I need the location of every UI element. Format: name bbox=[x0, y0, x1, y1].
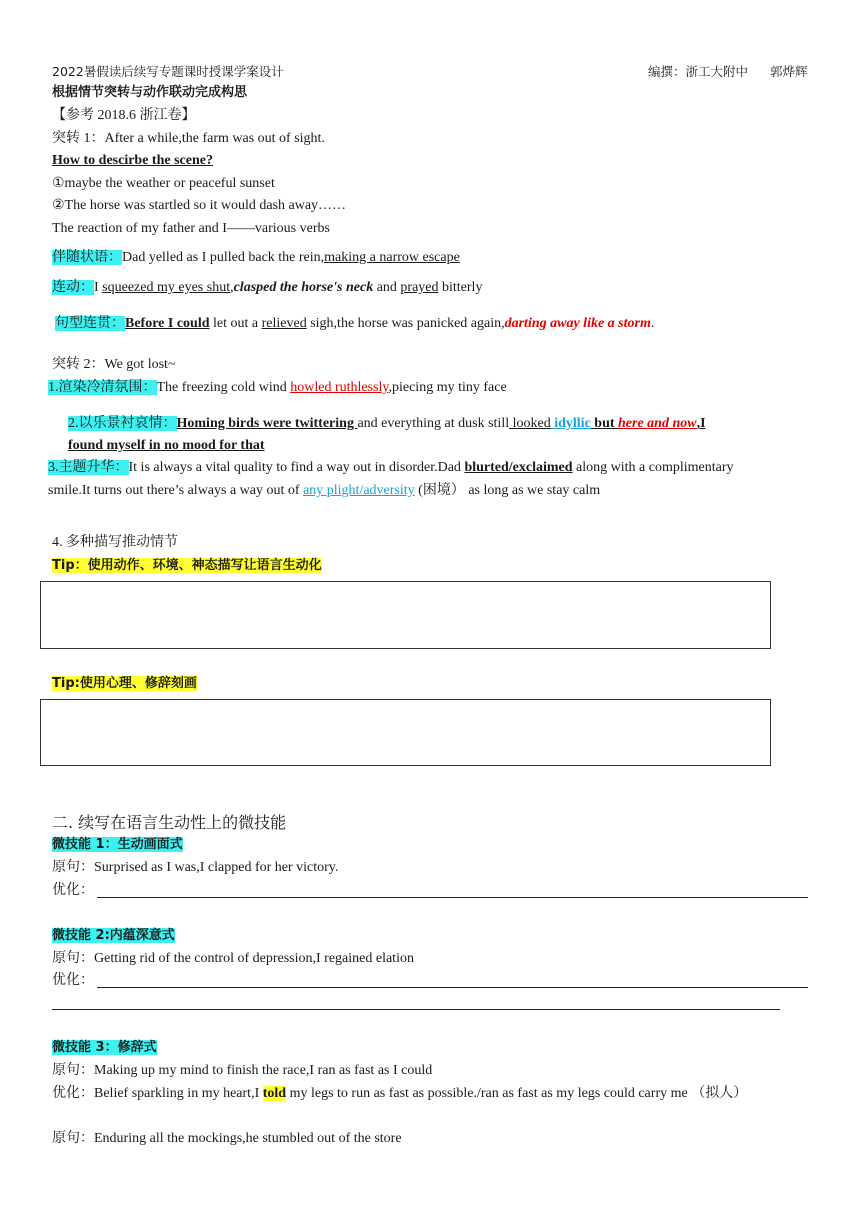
line-b: ②The horse was startled so it would dash away…… bbox=[52, 198, 347, 213]
coherence-b1: Before I could bbox=[125, 316, 210, 331]
item-3-label: 3.主题升华： bbox=[48, 460, 129, 475]
skill-1-original bbox=[52, 859, 338, 877]
section-2-heading: 二. 续写在语言生动性上的微技能 bbox=[52, 813, 287, 832]
answer-box-1[interactable] bbox=[40, 581, 771, 649]
header-author: 郭烨辉 bbox=[770, 64, 808, 79]
skill-1-optimize-label: 优化： bbox=[52, 883, 94, 898]
chain-u2: prayed bbox=[400, 280, 439, 295]
twist-1-text: After a while,the farm was out of sight. bbox=[104, 131, 325, 146]
coherence-label: 句型连贯： bbox=[55, 316, 125, 331]
accompanying-line bbox=[52, 249, 460, 267]
tip-2 bbox=[52, 675, 197, 693]
last-original bbox=[52, 1130, 402, 1148]
item-3-line2 bbox=[48, 482, 600, 500]
item-1-label: 1.渲染冷清氛围： bbox=[48, 380, 157, 395]
twist-1-label: 突转 1： bbox=[52, 131, 105, 146]
twist-2-text: We got lost~ bbox=[104, 357, 176, 372]
item-2-t1b: looked bbox=[509, 416, 551, 431]
skill-3-opt-highlight: told bbox=[262, 1086, 287, 1101]
skill-3-orig-label: 原句： bbox=[52, 1063, 94, 1078]
chain-line bbox=[52, 279, 482, 297]
coherence-line bbox=[55, 315, 654, 333]
skill-1-answer-line[interactable] bbox=[97, 897, 808, 898]
item-2-label: 2.以乐景衬哀情： bbox=[68, 416, 177, 431]
coherence-u1: relieved bbox=[261, 316, 307, 331]
skill-3-opt2: my legs to run as fast as possible./ran as fast as my legs could carry me （拟人） bbox=[286, 1086, 748, 1101]
skill-2-optimize-label: 优化： bbox=[52, 973, 94, 988]
item-2-b2: but bbox=[590, 416, 619, 431]
item-3 bbox=[48, 459, 734, 477]
item-2-red1: here and now bbox=[618, 416, 697, 431]
skill-3-label-text: 微技能 3：修辞式 bbox=[52, 1040, 157, 1055]
reference: 【参考 2018.6 浙江卷】 bbox=[52, 108, 196, 123]
last-orig-label: 原句： bbox=[52, 1131, 94, 1146]
item-1 bbox=[48, 379, 507, 397]
coherence-red1: darting away like a storm bbox=[504, 316, 651, 331]
accompanying-text: Dad yelled as I pulled back the rein, bbox=[122, 250, 325, 265]
skill-3-label bbox=[52, 1039, 157, 1057]
skill-1-orig-text: Surprised as I was,I clapped for her victory. bbox=[94, 860, 339, 875]
skill-1-label bbox=[52, 836, 183, 854]
skill-3-opt-label: 优化： bbox=[52, 1086, 94, 1101]
item-3-line2b: (困境） as long as we stay calm bbox=[414, 483, 601, 498]
chain-t4: bitterly bbox=[438, 280, 483, 295]
chain-u1: squeezed my eyes shut bbox=[102, 280, 231, 295]
item-2-b1: Homing birds were twittering bbox=[176, 416, 358, 431]
line-a: ①maybe the weather or peaceful sunset bbox=[52, 176, 275, 191]
item-3-line2a: smile.It turns out there’s always a way out of bbox=[48, 483, 304, 498]
item-2-line2: found myself in no mood for that bbox=[68, 438, 265, 453]
chain-label: 连动： bbox=[52, 280, 94, 295]
item-2-blue1: idyllic bbox=[550, 416, 591, 431]
item-3-blue1: any plight/adversity bbox=[303, 483, 415, 498]
twist-2 bbox=[52, 356, 176, 374]
item-2-b3: ,I bbox=[696, 416, 706, 431]
chain-t3: and bbox=[373, 280, 401, 295]
item-2-t1: and everything at dusk still bbox=[357, 416, 510, 431]
accompanying-underlined: making a narrow escape bbox=[324, 250, 460, 265]
skill-3-optimized bbox=[52, 1085, 747, 1103]
item-3-b1: blurted/exclaimed bbox=[464, 460, 573, 475]
last-orig-text: Enduring all the mockings,he stumbled out of the store bbox=[94, 1131, 402, 1146]
accompanying-label: 伴随状语： bbox=[52, 250, 122, 265]
describe-heading: How to descirbe the scene? bbox=[52, 153, 213, 168]
skill-3-orig-text: Making up my mind to finish the race,I ran as fast as I could bbox=[94, 1063, 433, 1078]
skill-2-label bbox=[52, 927, 175, 945]
item-4: 4. 多种描写推动情节 bbox=[52, 535, 178, 550]
coherence-t3: . bbox=[650, 316, 655, 331]
header-right bbox=[648, 63, 808, 81]
tip-1-text: Tip：使用动作、环境、神态描写让语言生动化 bbox=[52, 558, 322, 573]
header-org: 编撰：浙工大附中 bbox=[648, 64, 749, 79]
skill-2-answer-line[interactable] bbox=[97, 987, 808, 988]
tip-2-text: Tip:使用心理、修辞刻画 bbox=[52, 676, 197, 691]
skill-2-orig-label: 原句： bbox=[52, 951, 94, 966]
line-c: The reaction of my father and I——various verbs bbox=[52, 221, 330, 236]
chain-t2: , bbox=[230, 280, 234, 295]
page-title: 根据情节突转与动作联动完成构思 bbox=[52, 85, 248, 100]
item-1-t1: The freezing cold wind bbox=[156, 380, 291, 395]
item-1-red1: howled ruthlessly bbox=[290, 380, 389, 395]
tip-1 bbox=[52, 557, 322, 575]
item-3-t1: It is always a vital quality to find a way out in disorder.Dad bbox=[128, 460, 465, 475]
skill-2-original bbox=[52, 950, 414, 968]
twist-2-label: 突转 2： bbox=[52, 357, 105, 372]
answer-box-2[interactable] bbox=[40, 699, 771, 766]
coherence-t1: let out a bbox=[209, 316, 262, 331]
skill-2-answer-line-2[interactable] bbox=[52, 1009, 780, 1010]
item-3-t2: along with a complimentary bbox=[572, 460, 734, 475]
chain-t1: I bbox=[94, 280, 103, 295]
skill-2-orig-text: Getting rid of the control of depression,I regained elation bbox=[94, 951, 414, 966]
item-1-t2: ,piecing my tiny face bbox=[388, 380, 507, 395]
skill-1-label-text: 微技能 1：生动画面式 bbox=[52, 837, 183, 852]
skill-3-original bbox=[52, 1062, 432, 1080]
header-left: 2022暑假读后续写专题课时授课学案设计 bbox=[52, 64, 284, 79]
item-2 bbox=[68, 415, 706, 433]
twist-1 bbox=[52, 130, 325, 148]
coherence-t2: sigh,the horse was panicked again, bbox=[306, 316, 505, 331]
skill-2-label-text: 微技能 2:内蕴深意式 bbox=[52, 928, 175, 943]
skill-3-opt1: Belief sparkling in my heart,I bbox=[94, 1086, 263, 1101]
chain-bi1: clasped the horse's neck bbox=[233, 280, 374, 295]
skill-1-orig-label: 原句： bbox=[52, 860, 94, 875]
